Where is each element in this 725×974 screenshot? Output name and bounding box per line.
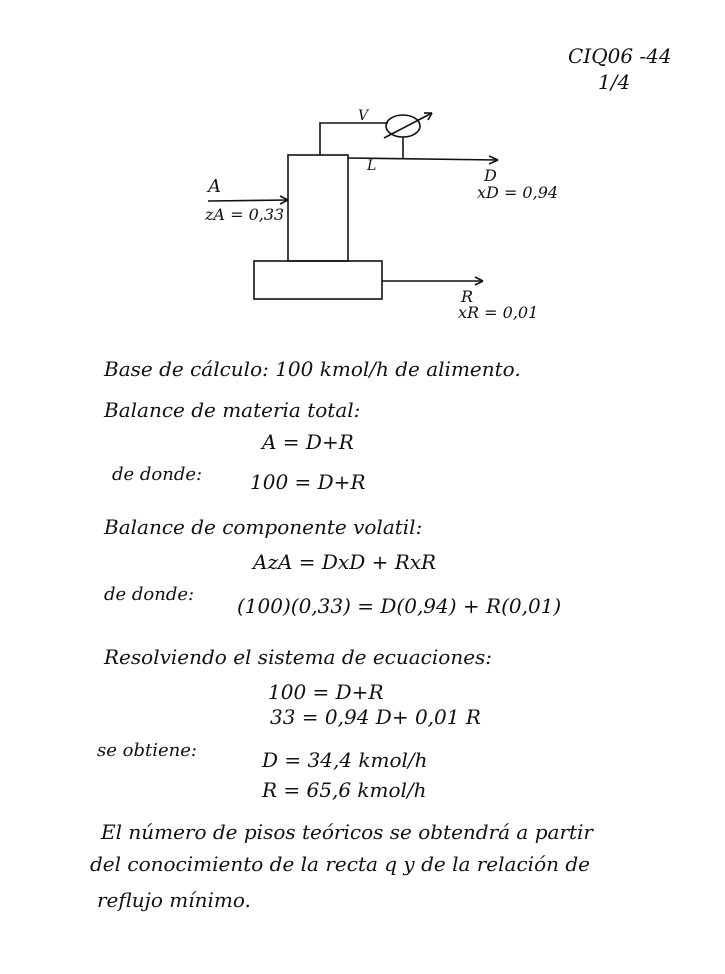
result-residue: R = 65,6 kmol/h: [262, 778, 427, 802]
se-obtiene-label: se obtiene:: [97, 740, 197, 761]
basis-line: Base de cálculo: 100 kmol/h de alimento.: [104, 357, 521, 381]
column-body: [288, 155, 348, 261]
equation-total-balance: A = D+R: [262, 430, 354, 454]
total-balance-heading: Balance de materia total:: [104, 398, 361, 422]
feed-label: A: [208, 176, 221, 197]
closing-paragraph-line-1: El número de pisos teóricos se obtendrá a partir: [101, 820, 593, 844]
de-donde-label-1: de donde:: [112, 464, 203, 485]
system-equation-2: 33 = 0,94 D+ 0,01 R: [270, 705, 481, 729]
condenser-coolant-arrow: [384, 113, 432, 138]
component-balance-heading: Balance de componente volatil:: [104, 515, 423, 539]
document-code: CIQ06 -44: [568, 44, 672, 68]
result-distillate: D = 34,4 kmol/h: [262, 748, 428, 772]
closing-paragraph-line-3: reflujo mínimo.: [97, 888, 251, 912]
distillate-composition: xD = 0,94: [477, 183, 559, 202]
vapor-label: V: [358, 108, 369, 124]
residue-composition: xR = 0,01: [458, 303, 539, 322]
distillation-column-diagram: [0, 0, 725, 340]
system-equation-1: 100 = D+R: [268, 680, 384, 704]
solving-heading: Resolviendo el sistema de ecuaciones:: [104, 645, 493, 669]
feed-line: [208, 200, 288, 201]
feed-composition: zA = 0,33: [205, 205, 285, 224]
residue-label: R: [461, 287, 474, 306]
de-donde-label-2: de donde:: [104, 584, 195, 605]
equation-component-numeric: (100)(0,33) = D(0,94) + R(0,01): [237, 594, 562, 618]
equation-total-numeric: 100 = D+R: [250, 470, 366, 494]
page-number: 1/4: [598, 70, 631, 94]
equation-component-balance: AzA = DxD + RxR: [253, 550, 437, 574]
vapor-line: [320, 123, 388, 155]
reflux-label: L: [367, 158, 377, 174]
reboiler-box: [254, 261, 382, 299]
distillate-label: D: [484, 166, 497, 185]
closing-paragraph-line-2: del conocimiento de la recta q y de la relación de: [90, 852, 590, 876]
